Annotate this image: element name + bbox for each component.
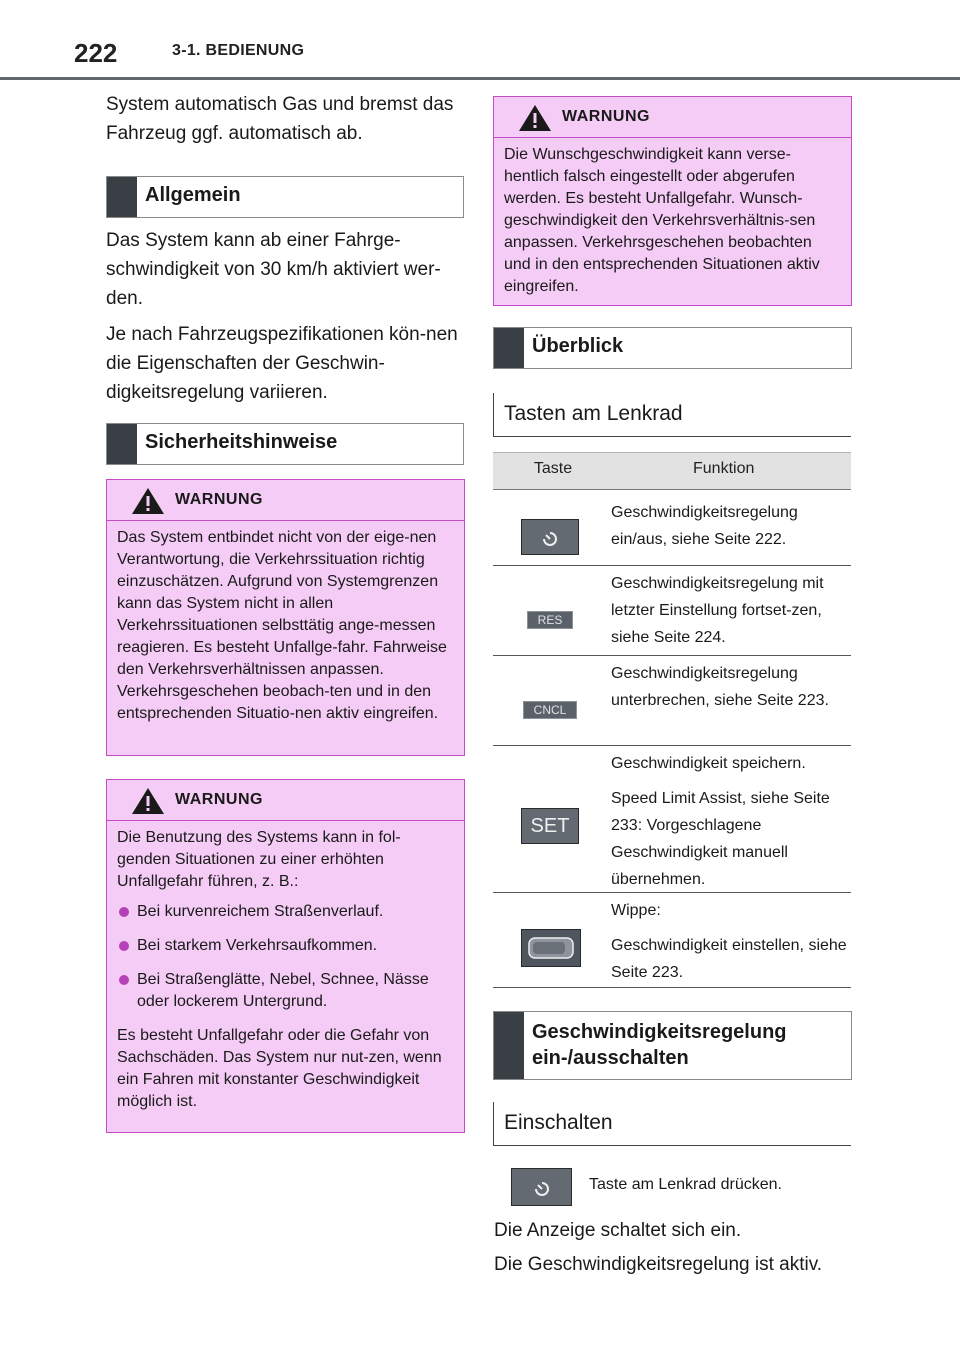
- warning-text: [107, 821, 464, 1129]
- table-row: [493, 893, 851, 988]
- warning-header: [107, 480, 464, 521]
- function-line: Geschwindigkeitsregelung unterbrechen, siehe Seite 223.: [611, 665, 829, 709]
- bullet-dot-icon: [119, 907, 129, 917]
- steering-button: [521, 519, 579, 555]
- einschalten-text: [494, 1216, 854, 1279]
- function-text: [611, 660, 847, 722]
- warning-header: [494, 97, 851, 138]
- steering-button: [521, 929, 581, 967]
- subsection-tasten: [493, 393, 851, 437]
- section-marker: [494, 1012, 524, 1079]
- warning-triangle-icon: [518, 104, 552, 132]
- cruise-control-icon: [511, 1168, 572, 1206]
- page-header: [0, 0, 960, 80]
- bullet-text: Bei kurvenreichem Straßenverlauf.: [137, 903, 384, 920]
- paragraph-anzeige: Die Anzeige schaltet sich ein.: [494, 1220, 742, 1241]
- allgemein-text: [106, 226, 462, 407]
- warning-triangle-icon: [131, 487, 165, 515]
- warning-paragraph: Das System entbindet nicht von der eige-nen Verantwortung, die Verkehrssituation richtig einzuschätzen. Aufgrund von Systemgrenzen kann das System nicht in allen Verkehrssituationen selbsttätig ange-messen reagieren. Es besteht Unfallge-fahr. Fahrweise den Verkehrsverhältnissen anpassen. Verkehrsgeschehen beobach-ten und in den entsprechenden Situatio-nen aktiv eingreifen.: [117, 529, 447, 722]
- header-rule: [0, 77, 960, 80]
- table-row: [493, 746, 851, 893]
- table-row: [493, 656, 851, 746]
- warning-box-1: [106, 479, 465, 756]
- steering-button: [521, 602, 579, 638]
- warning-triangle-icon: [131, 787, 165, 815]
- section-allgemein: [106, 176, 464, 218]
- subsection-einschalten: [493, 1102, 851, 1146]
- warning-header: [107, 780, 464, 821]
- warning-box-2: [106, 779, 465, 1133]
- allgemein-paragraph-2: Je nach Fahrzeugspezifikationen kön-nen die Eigenschaften der Geschwin-digkeitsregelung variieren.: [106, 324, 458, 403]
- warning-paragraph: Die Wunschgeschwindigkeit kann verse-hentlich falsch eingestellt oder abgerufen werden. Es besteht Unfallgefahr. Wunsch-geschwindigkeit den Verkehrsverhältnis-sen anpassen. Verkehrsgeschehen beobachten und in den entsprechenden Situationen aktiv eingreifen.: [504, 146, 820, 295]
- warning-box-3: [493, 96, 852, 306]
- section-title: Geschwindigkeitsregelung ein-/ausschalten: [532, 1021, 787, 1069]
- section-marker: [107, 177, 137, 217]
- res-button-label: RES: [527, 611, 574, 629]
- column-header-taste: Taste: [533, 460, 573, 477]
- section-sicherheitshinweise: [106, 423, 464, 465]
- allgemein-paragraph-1: Das System kann ab einer Fahrge-schwindigkeit von 30 km/h aktiviert wer-den.: [106, 230, 441, 309]
- step-row: [511, 1168, 851, 1208]
- section-title: Sicherheitshinweise: [145, 431, 338, 453]
- warning-outro: Es besteht Unfallgefahr oder die Gefahr von Sachschäden. Das System nur nut-zen, wenn ein Fahren mit konstanter Geschwindigkeit möglich ist.: [117, 1027, 442, 1110]
- button-table: [493, 452, 851, 988]
- warning-title: WARNUNG: [562, 108, 650, 125]
- section-marker: [107, 424, 137, 464]
- function-line: Geschwindigkeitsregelung mit letzter Einstellung fortset-zen, siehe Seite 224.: [611, 575, 824, 646]
- page-number: 222: [74, 38, 118, 68]
- bullet-text: Bei starkem Verkehrsaufkommen.: [137, 937, 378, 954]
- warning-intro: Die Benutzung des Systems kann in fol-genden Situationen zu einer erhöhten Unfallgefahr führen, z. B.:: [117, 829, 401, 890]
- bullet-dot-icon: [119, 941, 129, 951]
- section-title: Allgemein: [145, 184, 241, 206]
- function-line: Geschwindigkeitsregelung ein/aus, siehe Seite 222.: [611, 504, 798, 548]
- table-row: [493, 490, 851, 566]
- warning-title: WARNUNG: [175, 791, 263, 808]
- function-text: [611, 570, 847, 659]
- function-line: Geschwindigkeit speichern.: [611, 755, 806, 772]
- step-text: Taste am Lenkrad drücken.: [589, 1176, 782, 1193]
- section-marker: [494, 328, 524, 368]
- warning-title: WARNUNG: [175, 491, 263, 508]
- cruise-control-icon: [521, 519, 579, 555]
- intro-paragraph: System automatisch Gas und bremst das Fahrzeug ggf. automatisch ab.: [106, 94, 454, 144]
- subsection-title: Einschalten: [504, 1111, 613, 1134]
- function-text: [611, 499, 847, 561]
- warning-text: [107, 521, 464, 741]
- table-header: [493, 452, 851, 490]
- bullet-dot-icon: [119, 975, 129, 985]
- function-line: Speed Limit Assist, siehe Seite 233: Vorgeschlagene Geschwindigkeit manuell übernehmen.: [611, 790, 830, 888]
- bullet-text: Bei Straßenglätte, Nebel, Schnee, Nässe oder lockerem Untergrund.: [137, 971, 429, 1010]
- column-header-funktion: Funktion: [693, 460, 755, 477]
- section-title: Überblick: [532, 335, 624, 357]
- section-ueberblick: [493, 327, 852, 369]
- table-row: [493, 566, 851, 656]
- function-text: [611, 750, 847, 901]
- rocker-switch-icon: [521, 929, 581, 967]
- steering-button: [521, 692, 579, 728]
- subsection-title: Tasten am Lenkrad: [504, 402, 683, 425]
- section-ein-ausschalten: [493, 1011, 852, 1080]
- steering-button: [521, 808, 579, 844]
- paragraph-aktiv: Die Geschwindigkeitsregelung ist aktiv.: [494, 1254, 823, 1275]
- function-text: [611, 897, 847, 994]
- left-intro: [106, 90, 462, 148]
- function-line: Geschwindigkeit einstellen, siehe Seite 223.: [611, 937, 847, 981]
- cncl-button-label: CNCL: [523, 701, 578, 719]
- warning-bullet: [117, 901, 454, 923]
- set-button-label: SET: [521, 808, 579, 844]
- warning-text: [494, 138, 851, 314]
- chapter-title: 3-1. BEDIENUNG: [172, 42, 305, 59]
- warning-bullet: [117, 969, 454, 1013]
- function-line: Wippe:: [611, 902, 661, 919]
- warning-bullet: [117, 935, 454, 957]
